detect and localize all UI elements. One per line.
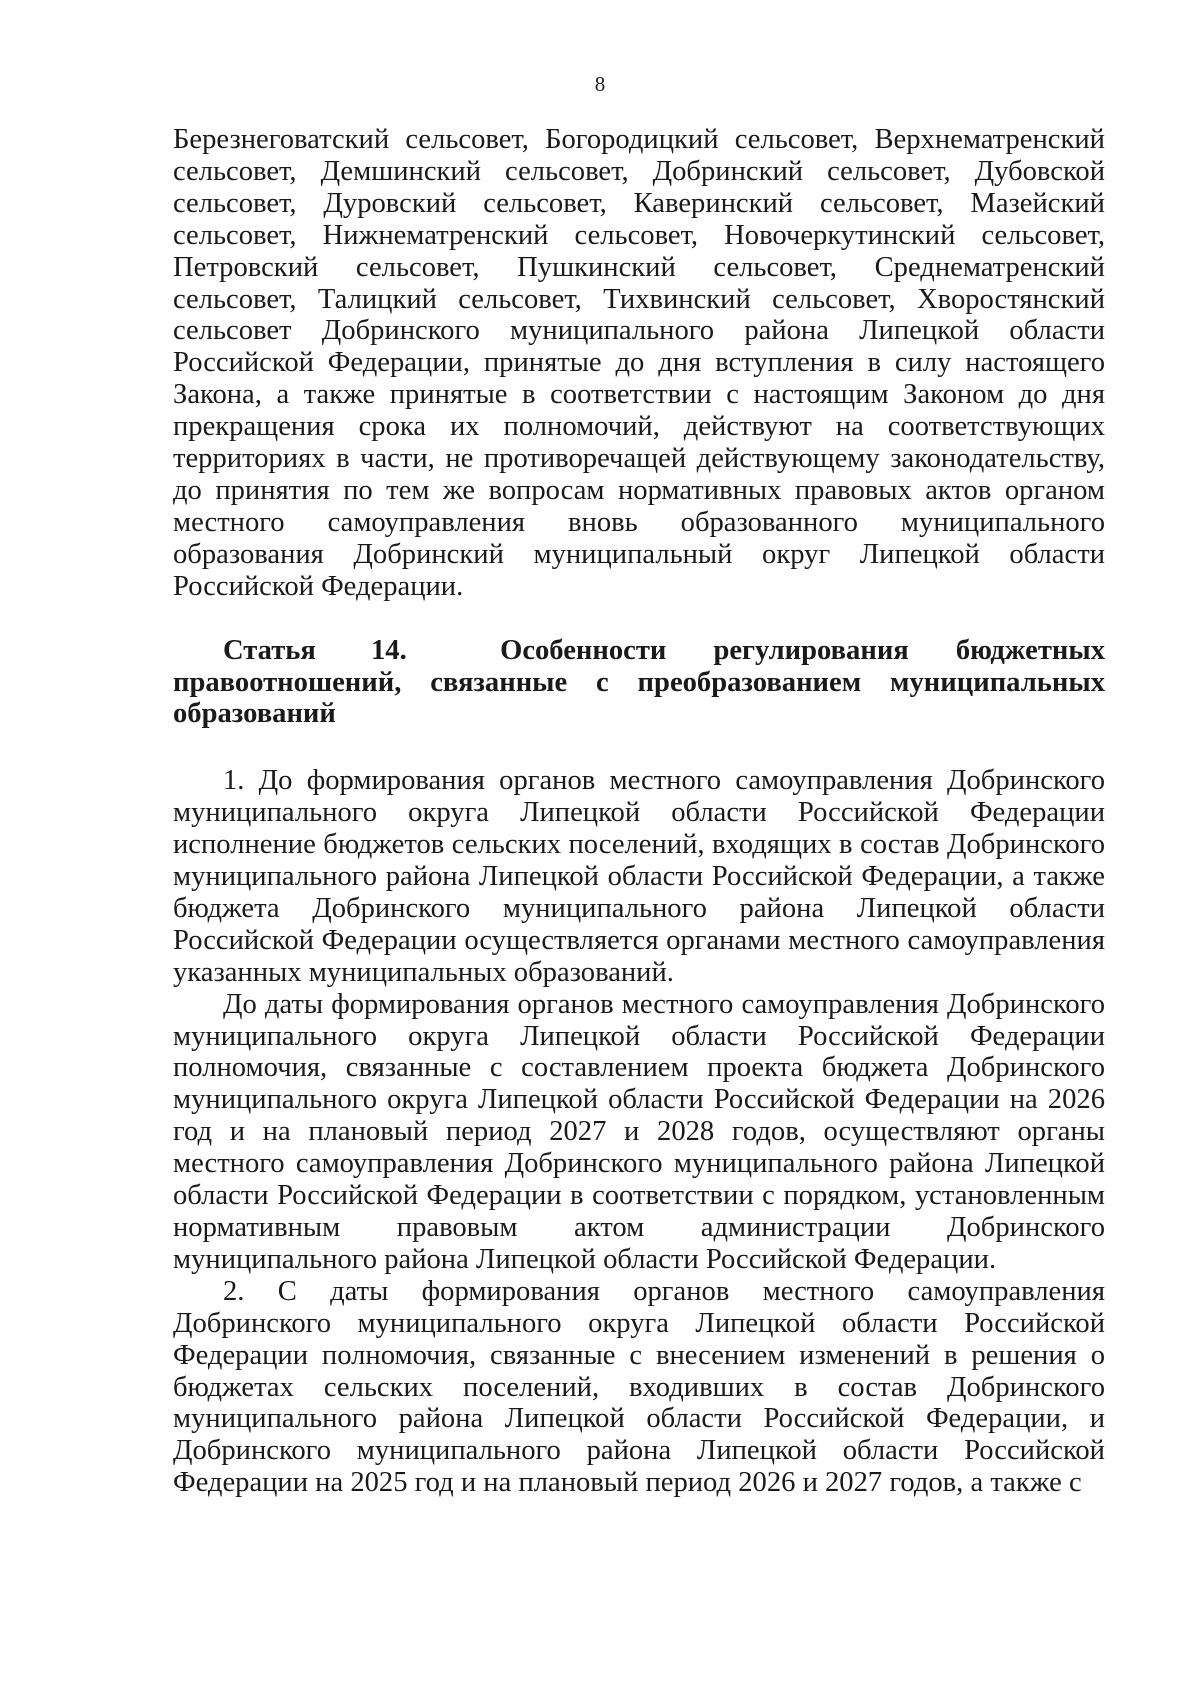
page-number: 8	[594, 72, 606, 96]
article-paragraph: До даты формирования органов местного самоуправления Добринского муниципального округа Липецкой области Российской Федерации полномочия, связанные с составлением проекта бюджета Добринского муниципального округа Липецкой области Российской Федерации на 2026 год и на плановый период 2027 и 2028 годов, осуществляют органы местного самоуправления Добринского муниципального района Липецкой области Российской Федерации в соответствии с порядком, установленным нормативным правовым актом администрации Добринского муниципального района Липецкой области Российской Федерации.	[173, 988, 1105, 1275]
document-body	[173, 124, 1105, 1499]
continued-paragraph: Березнеговатский сельсовет, Богородицкий сельсовет, Верхнематренский сельсовет, Демшинский сельсовет, Добринский сельсовет, Дубовской сельсовет, Дуровский сельсовет, Каверинский сельсовет, Мазейский сельсовет, Нижнематренский сельсовет, Новочеркутинский сельсовет, Петровский сельсовет, Пушкинский сельсовет, Среднематренский сельсовет, Талицкий сельсовет, Тихвинский сельсовет, Хворостянский сельсовет Добринского муниципального района Липецкой области Российской Федерации, принятые до дня вступления в силу настоящего Закона, а также принятые в соответствии с настоящим Законом до дня прекращения срока их полномочий, действуют на соответствующих территориях в части, не противоречащей действующему законодательству, до принятия по тем же вопросам нормативных правовых актов органом местного самоуправления вновь образованного муниципального образования Добринский муниципальный округ Липецкой области Российской Федерации.	[173, 124, 1105, 602]
article-title: Особенности регулирования бюджетных правоотношений, связанные с преобразованием муниципальных образований	[173, 634, 1105, 730]
article-label: Статья 14.	[223, 634, 407, 666]
article-paragraph: 1. До формирования органов местного самоуправления Добринского муниципального округа Липецкой области Российской Федерации исполнение бюджетов сельских поселений, входящих в состав Добринского муниципального района Липецкой области Российской Федерации, а также бюджета Добринского муниципального района Липецкой области Российской Федерации осуществляется органами местного самоуправления указанных муниципальных образований.	[173, 765, 1105, 988]
article-heading	[173, 635, 1105, 731]
spacer	[173, 603, 1105, 635]
spacer	[173, 730, 1105, 765]
article-paragraph: 2. С даты формирования органов местного самоуправления Добринского муниципального округа Липецкой области Российской Федерации полномочия, связанные с внесением изменений в решения о бюджетах сельских поселений, входивших в состав Добринского муниципального района Липецкой области Российской Федерации, и Добринского муниципального района Липецкой области Российской Федерации на 2025 год и на плановый период 2026 и 2027 годов, а также с	[173, 1275, 1105, 1499]
